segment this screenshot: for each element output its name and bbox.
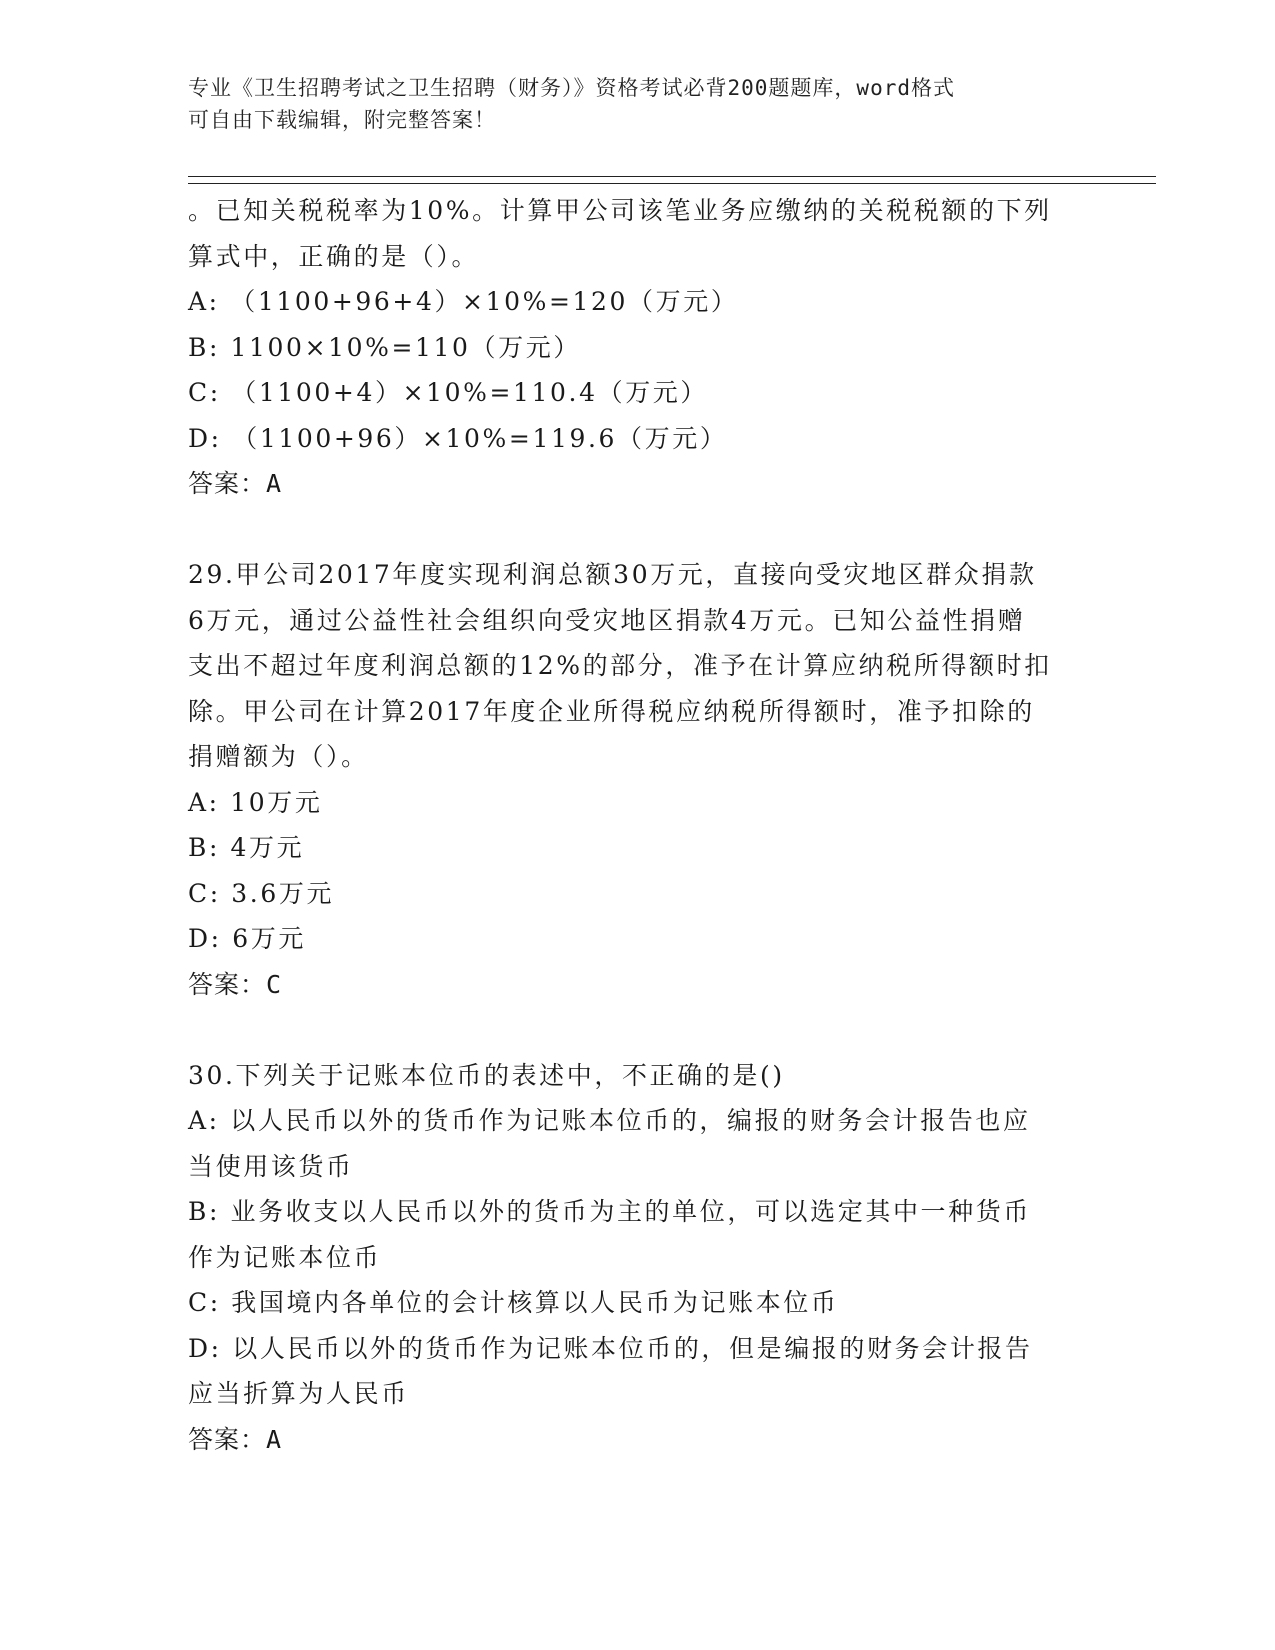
question-30 <box>188 1053 1088 1463</box>
question-stem-line: 捐赠额为（）。 <box>188 742 369 771</box>
answer-line: 答案：C <box>188 969 283 999</box>
option-b: B: 4万元 <box>188 833 305 862</box>
question-29 <box>188 552 1088 1007</box>
option-d: D: 以人民币以外的货币作为记账本位币的，但是编报的财务会计报告 <box>188 1333 1033 1363</box>
option-d: D: （1100+96）×10%=119.6（万元） <box>188 423 728 453</box>
answer-line: 答案：A <box>188 469 283 498</box>
header-line-2: 可自由下载编辑，附完整答案！ <box>188 108 496 132</box>
option-c: C: （1100+4）×10%=110.4（万元） <box>188 378 709 407</box>
option-a: A: （1100+96+4）×10%=120（万元） <box>188 287 739 316</box>
question-stem-line: 算式中，正确的是（）。 <box>188 241 480 271</box>
question-stem-line: 6万元，通过公益性社会组织向受灾地区捐款4万元。已知公益性捐赠 <box>188 605 1026 635</box>
header-rule-top <box>188 176 1156 177</box>
header-rule-bottom <box>188 183 1156 184</box>
header-line-1: 专业《卫生招聘考试之卫生招聘（财务）》资格考试必背200题题库，word格式 <box>188 76 955 100</box>
spacer <box>188 1007 1088 1053</box>
option-c: C: 我国境内各单位的会计核算以人民币为记账本位币 <box>188 1288 839 1317</box>
answer-line: 答案：A <box>188 1424 283 1454</box>
option-a: A: 以人民币以外的货币作为记账本位币的，编报的财务会计报告也应 <box>188 1106 1031 1135</box>
option-d: D: 6万元 <box>188 924 306 953</box>
question-stem-line: 30.下列关于记账本位币的表述中，不正确的是() <box>188 1060 785 1090</box>
option-a: A: 10万元 <box>188 787 323 817</box>
option-b: B: 业务收支以人民币以外的货币为主的单位，可以选定其中一种货币 <box>188 1197 1031 1226</box>
spacer <box>188 507 1088 553</box>
question-stem-line: 支出不超过年度利润总额的12%的部分，准予在计算应纳税所得额时扣 <box>188 651 1052 680</box>
question-stem-line: 。已知关税税率为10%。计算甲公司该笔业务应缴纳的关税税额的下列 <box>188 196 1052 225</box>
document-body <box>188 188 1088 1462</box>
option-c: C: 3.6万元 <box>188 878 335 908</box>
option-b-continued: 作为记账本位币 <box>188 1242 382 1272</box>
option-b: B: 1100×10%=110（万元） <box>188 332 581 362</box>
question-stem-line: 除。甲公司在计算2017年度企业所得税应纳税所得额时，准予扣除的 <box>188 696 1035 726</box>
document-header <box>188 72 1088 136</box>
option-a-continued: 当使用该货币 <box>188 1151 354 1181</box>
question-stem-line: 29.甲公司2017年度实现利润总额30万元，直接向受灾地区群众捐款 <box>188 560 1037 589</box>
option-d-continued: 应当折算为人民币 <box>188 1379 409 1408</box>
question-28 <box>188 188 1088 507</box>
